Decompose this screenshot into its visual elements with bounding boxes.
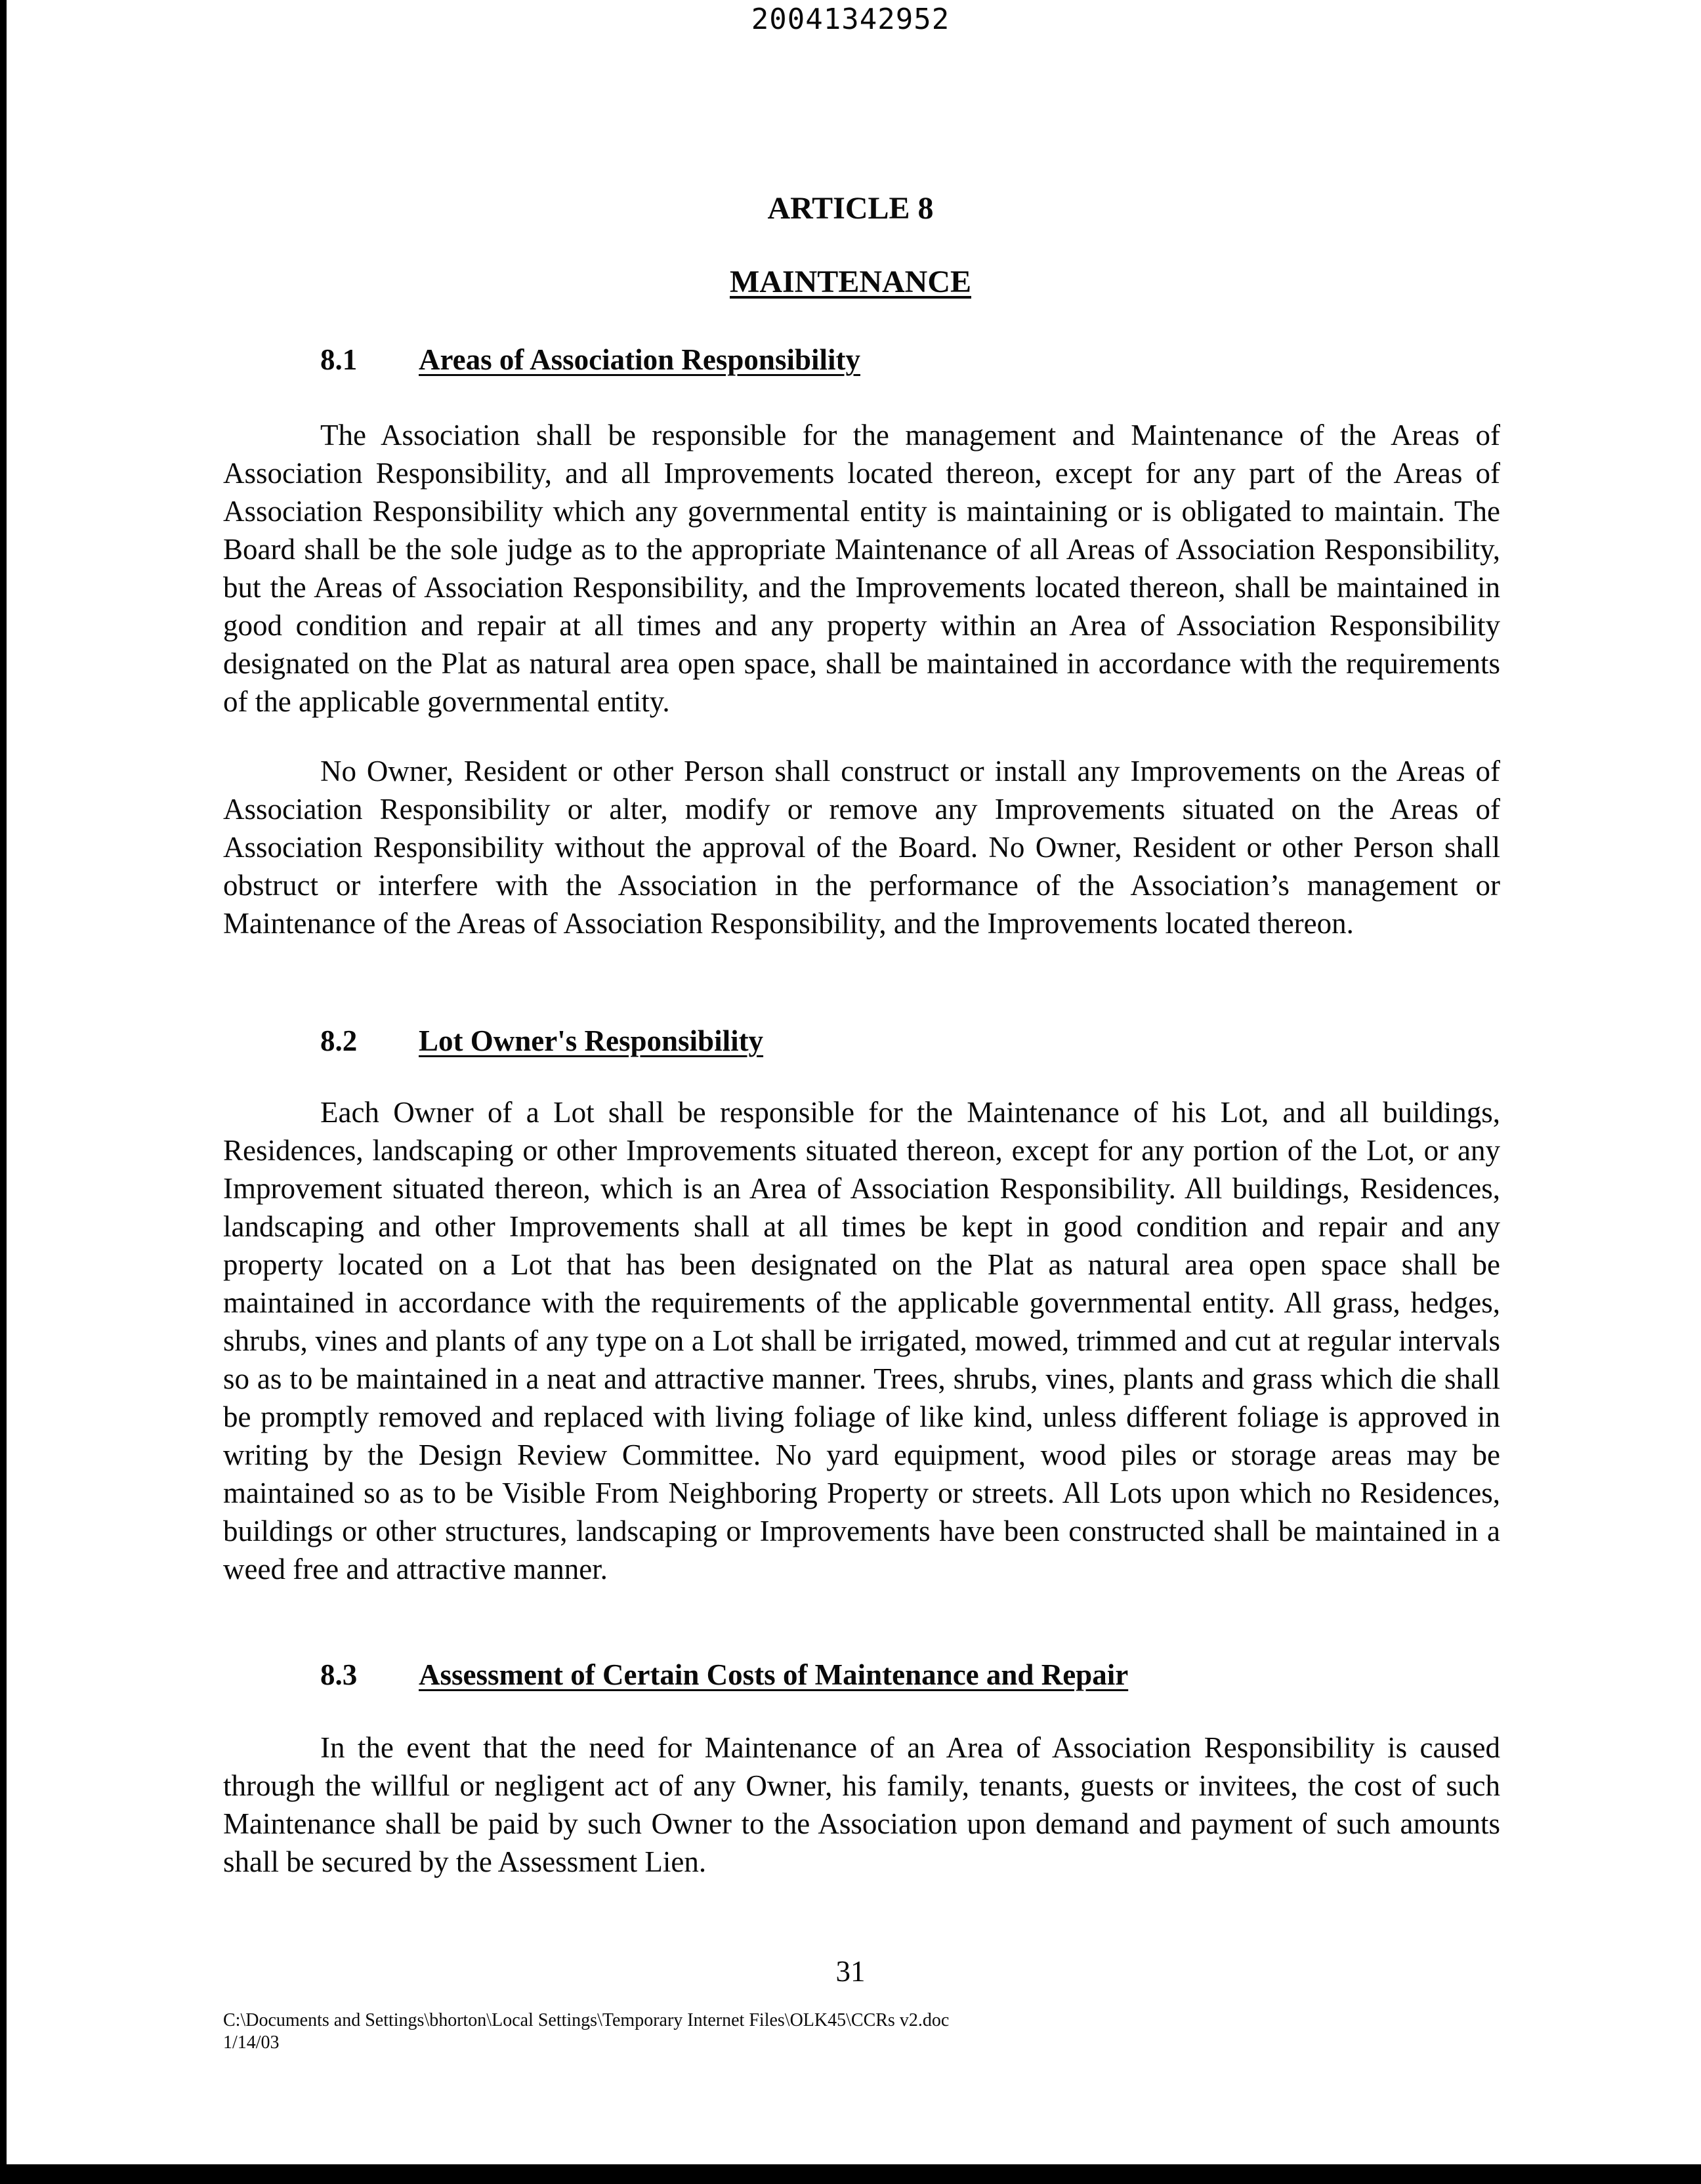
document-number: 20041342952	[751, 3, 950, 36]
section-heading-8-1	[320, 343, 860, 377]
section-number: 8.1	[320, 343, 358, 376]
section-number: 8.2	[320, 1024, 358, 1057]
footer-file-path: C:\Documents and Settings\bhorton\Local Settings\Temporary Internet Files\OLK45\CCRs v2.doc	[223, 2010, 950, 2030]
article-title: ARTICLE 8	[767, 191, 934, 226]
paragraph-8-1-a: The Association shall be responsible for the management and Maintenance of the Areas of Association Responsibility, and all Improvements located thereon, except for any part of the Areas of Association Responsibility which any governmental entity is maintaining or is obligated to maintain. The Board shall be the sole judge as to the appropriate Maintenance of all Areas of Association Responsibility, but the Areas of Association Responsibility, and the Improvements located thereon, shall be maintained in good condition and repair at all times and any property within an Area of Association Responsibility designated on the Plat as natural area open space, shall be maintained in accordance with the requirements of the applicable governmental entity.	[223, 419, 1500, 718]
paragraph-8-2-a: Each Owner of a Lot shall be responsible for the Maintenance of his Lot, and all buildings, Residences, landscaping or other Improvements situated thereon, except for any portion of the Lot, or any Improvement situated thereon, which is an Area of Association Responsibility. All buildings, Residences, landscaping and other Improvements shall at all times be kept in good condition and repair and any property located on a Lot that has been designated on the Plat as natural area open space shall be maintained in accordance with the requirements of the applicable governmental entity. All grass, hedges, shrubs, vines and plants of any type on a Lot shall be irrigated, mowed, trimmed and cut at regular intervals so as to be maintained in a neat and attractive manner. Trees, shrubs, vines, plants and grass which die shall be promptly removed and replaced with living foliage of like kind, unless different foliage is approved in writing by the Design Review Committee. No yard equipment, wood piles or storage areas may be maintained so as to be Visible From Neighboring Property or streets. All Lots upon which no Residences, buildings or other structures, landscaping or Improvements have been constructed shall be maintained in a weed free and attractive manner.	[223, 1096, 1500, 1586]
section-heading-8-2	[320, 1024, 763, 1058]
scan-border-left	[0, 0, 7, 2184]
section-title: Areas of Association Responsibility	[419, 343, 860, 376]
paragraph-8-1-b: No Owner, Resident or other Person shall construct or install any Improvements on the Areas of Association Responsibility or alter, modify or remove any Improvements situated on the Areas of Association Responsibility without the approval of the Board. No Owner, Resident or other Person shall obstruct or interfere with the Association in the performance of the Association’s management or Maintenance of the Areas of Association Responsibility, and the Improvements located thereon.	[223, 755, 1500, 940]
section-title: Assessment of Certain Costs of Maintenance and Repair	[419, 1658, 1129, 1691]
paragraph-8-3-a: In the event that the need for Maintenance of an Area of Association Responsibility is caused through the willful or negligent act of any Owner, his family, tenants, guests or invitees, the cost of such Maintenance shall be paid by such Owner to the Association upon demand and payment of such amounts shall be secured by the Assessment Lien.	[223, 1731, 1500, 1878]
scan-border-bottom	[0, 2164, 1701, 2184]
page-number: 31	[835, 1955, 866, 1988]
section-heading-8-3	[320, 1658, 1128, 1692]
article-heading: MAINTENANCE	[729, 264, 971, 299]
section-number: 8.3	[320, 1658, 358, 1691]
section-title: Lot Owner's Responsibility	[419, 1024, 764, 1057]
footer-date: 1/14/03	[223, 2032, 280, 2053]
footer-file-info	[223, 2009, 949, 2054]
